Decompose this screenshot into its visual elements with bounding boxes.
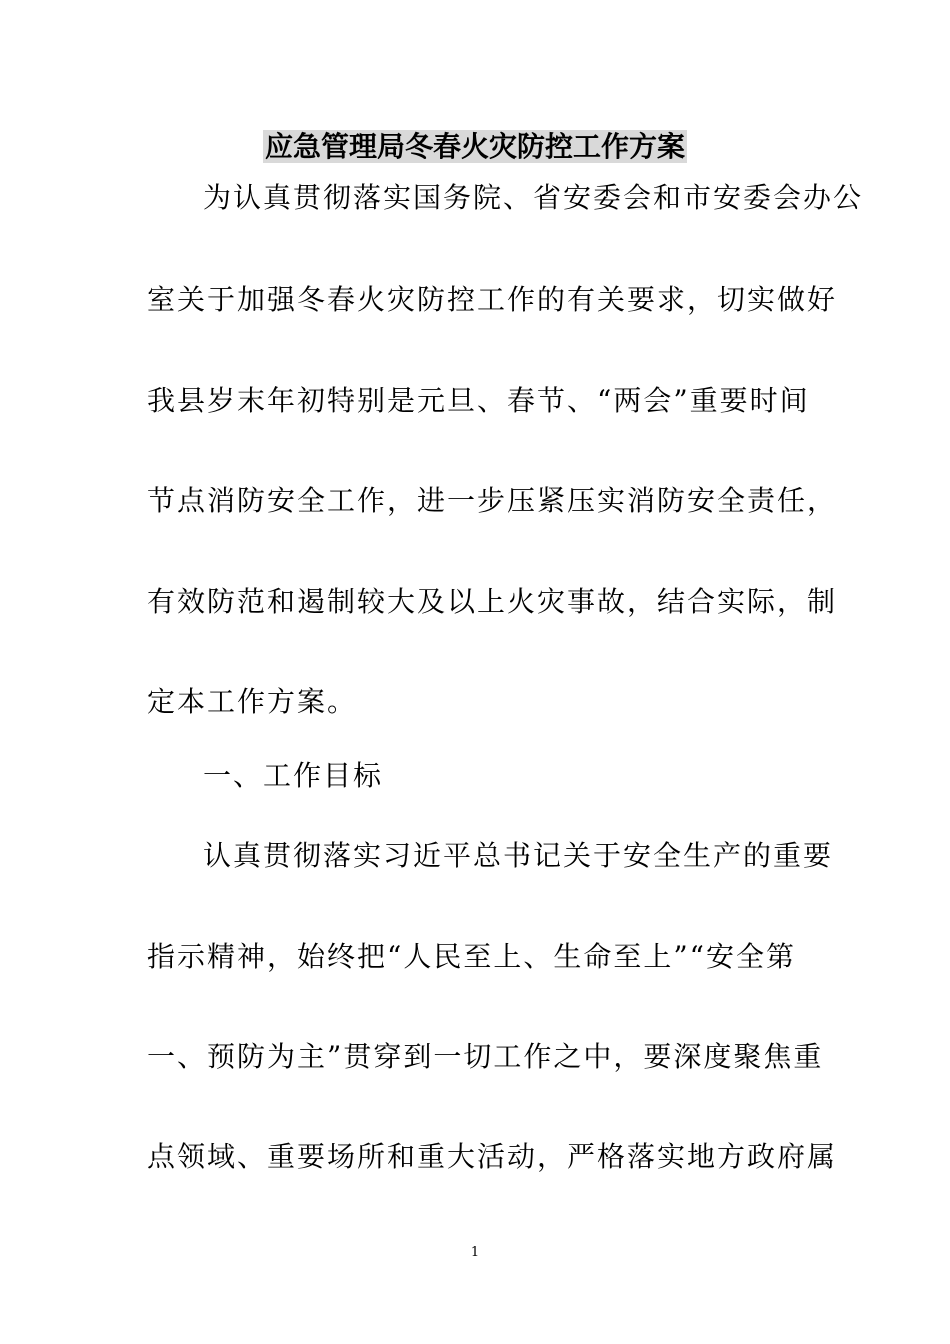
paragraph-line: 为认真贯彻落实国务院、省安委会和市安委会办公 <box>203 181 864 214</box>
section-heading: 一、工作目标 <box>203 759 384 792</box>
paragraph-line: 节点消防安全工作，进一步压紧压实消防安全责任， <box>147 484 838 517</box>
title-text: 应急管理局冬春火灾防控工作方案 <box>264 130 685 163</box>
paragraph-line: 有效防范和遏制较大及以上火灾事故，结合实际，制 <box>147 585 838 618</box>
document-title <box>0 127 950 167</box>
paragraph-line: 认真贯彻落实习近平总书记关于安全生产的重要 <box>203 839 834 872</box>
page-number: 1 <box>470 1245 480 1260</box>
paragraph-line: 室关于加强冬春火灾防控工作的有关要求，切实做好 <box>147 283 838 316</box>
paragraph-line: 定本工作方案。 <box>147 685 358 718</box>
paragraph-line: 一、预防为主”贯穿到一切工作之中，要深度聚焦重 <box>147 1040 824 1073</box>
paragraph-line: 点领域、重要场所和重大活动，严格落实地方政府属 <box>147 1140 838 1173</box>
paragraph-line: 我县岁末年初特别是元旦、春节、“两会”重要时间 <box>147 384 810 417</box>
paragraph-line: 指示精神，始终把“人民至上、生命至上”“安全第 <box>147 940 796 973</box>
